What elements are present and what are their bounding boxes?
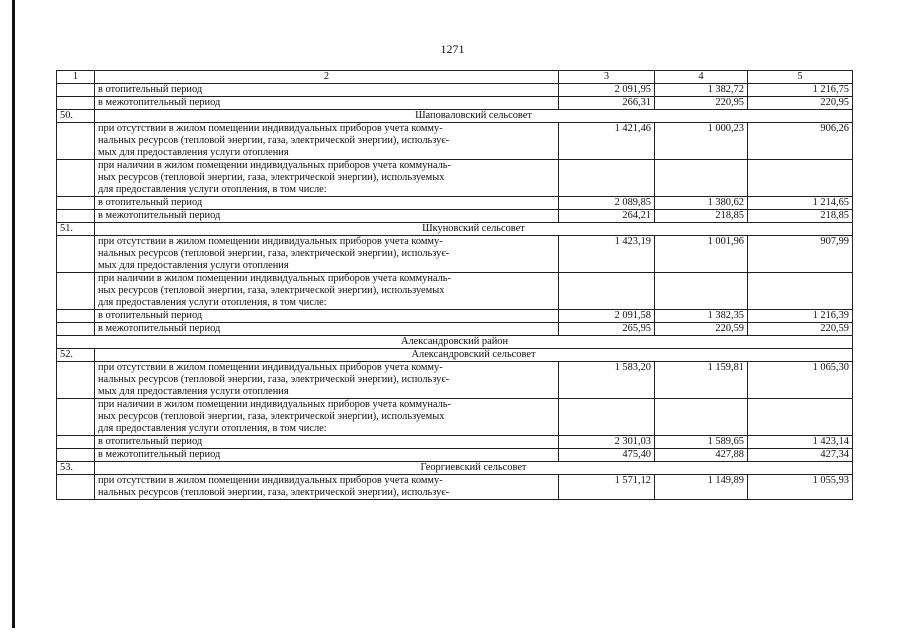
row-number [57, 123, 95, 160]
row-number [57, 310, 95, 323]
description-line: нальных ресурсов (тепловой энергии, газа, электрической энергии), использує- [98, 374, 450, 385]
row-number: 53. [57, 462, 95, 475]
value-cell-col5: 1 065,30 [748, 362, 853, 399]
row-number [57, 449, 95, 462]
value-cell-col3: 1 423,19 [559, 236, 655, 273]
value-cell-col3 [559, 273, 655, 310]
region-title: Александровский район [57, 336, 853, 349]
description-line: для предоставления услуги отопления, в том числе: [98, 184, 327, 195]
table-row [57, 210, 853, 223]
value-cell-col5: 1 055,93 [748, 475, 853, 500]
description-line: при наличии в жилом помещении индивидуальных приборов учета коммуналь- [98, 399, 451, 410]
description-line: нальных ресурсов (тепловой энергии, газа, электрической энергии), использує- [98, 248, 450, 259]
value-cell-col4: 1 589,65 [655, 436, 748, 449]
row-number [57, 362, 95, 399]
page-edge-bar [12, 0, 15, 628]
value-cell-col5: 1 423,14 [748, 436, 853, 449]
table-body [57, 71, 853, 500]
value-cell-col4: 220,95 [655, 97, 748, 110]
table-row [57, 436, 853, 449]
description-line: ных ресурсов (тепловой энергии, газа, электрической энергии), используемых [98, 285, 445, 296]
description-row [57, 399, 853, 436]
row-label: в межотопительный период [95, 97, 559, 110]
table-row [57, 323, 853, 336]
value-cell-col3: 1 583,20 [559, 362, 655, 399]
row-number [57, 323, 95, 336]
value-cell-col4: 1 001,96 [655, 236, 748, 273]
row-number [57, 399, 95, 436]
row-label: в межотопительный период [95, 210, 559, 223]
row-label: в межотопительный период [95, 449, 559, 462]
value-cell-col4: 1 000,23 [655, 123, 748, 160]
row-number [57, 273, 95, 310]
section-title: Шкуновский сельсовет [95, 223, 853, 236]
section-title: Александровский сельсовет [95, 349, 853, 362]
header-cell: 2 [95, 71, 559, 84]
row-number [57, 84, 95, 97]
description-line: при наличии в жилом помещении индивидуальных приборов учета коммуналь- [98, 273, 451, 284]
description-line: при отсутствии в жилом помещении индивидуальных приборов учета комму- [98, 362, 443, 373]
description-line: нальных ресурсов (тепловой энергии, газа, электрической энергии), использує- [98, 487, 450, 498]
section-row [57, 462, 853, 475]
row-description [95, 236, 559, 273]
value-cell-col3 [559, 160, 655, 197]
row-description [95, 160, 559, 197]
row-number: 52. [57, 349, 95, 362]
description-line: мых для предоставления услуги отопления [98, 386, 289, 397]
description-line: при наличии в жилом помещении индивидуальных приборов учета коммуналь- [98, 160, 451, 171]
description-line: при отсутствии в жилом помещении индивидуальных приборов учета комму- [98, 123, 443, 134]
value-cell-col5: 906,26 [748, 123, 853, 160]
value-cell-col5: 220,59 [748, 323, 853, 336]
description-line: ных ресурсов (тепловой энергии, газа, электрической энергии), используемых [98, 172, 445, 183]
description-line: мых для предоставления услуги отопления [98, 260, 289, 271]
description-line: для предоставления услуги отопления, в том числе: [98, 297, 327, 308]
value-cell-col5: 1 214,65 [748, 197, 853, 210]
value-cell-col5: 220,95 [748, 97, 853, 110]
table-row [57, 310, 853, 323]
value-cell-col3: 264,21 [559, 210, 655, 223]
header-cell: 3 [559, 71, 655, 84]
row-number [57, 210, 95, 223]
value-cell-col3: 2 091,95 [559, 84, 655, 97]
row-number: 51. [57, 223, 95, 236]
page-number: 1271 [440, 42, 465, 56]
value-cell-col3: 266,31 [559, 97, 655, 110]
section-row [57, 110, 853, 123]
header-cell: 1 [57, 71, 95, 84]
table-row [57, 449, 853, 462]
row-number: 50. [57, 110, 95, 123]
description-line: нальных ресурсов (тепловой энергии, газа, электрической энергии), использує- [98, 135, 450, 146]
description-row [57, 273, 853, 310]
row-description [95, 475, 559, 500]
value-cell-col5 [748, 160, 853, 197]
value-cell-col4 [655, 160, 748, 197]
value-cell-col5 [748, 273, 853, 310]
header-row [57, 71, 853, 84]
value-cell-col3 [559, 399, 655, 436]
value-cell-col5: 218,85 [748, 210, 853, 223]
row-label: в отопительный период [95, 84, 559, 97]
section-title: Георгиевский сельсовет [95, 462, 853, 475]
description-row [57, 362, 853, 399]
header-cell: 4 [655, 71, 748, 84]
value-cell-col4: 1 149,89 [655, 475, 748, 500]
value-cell-col3: 2 089,85 [559, 197, 655, 210]
description-row [57, 160, 853, 197]
value-cell-col5 [748, 399, 853, 436]
value-cell-col3: 2 301,03 [559, 436, 655, 449]
row-description [95, 362, 559, 399]
value-cell-col4 [655, 273, 748, 310]
table-row [57, 97, 853, 110]
value-cell-col5: 1 216,75 [748, 84, 853, 97]
row-label: в межотопительный период [95, 323, 559, 336]
value-cell-col3: 1 571,12 [559, 475, 655, 500]
row-number [57, 436, 95, 449]
value-cell-col4: 220,59 [655, 323, 748, 336]
description-line: при отсутствии в жилом помещении индивидуальных приборов учета комму- [98, 475, 443, 486]
value-cell-col5: 1 216,39 [748, 310, 853, 323]
row-description [95, 273, 559, 310]
row-label: в отопительный период [95, 436, 559, 449]
description-line: для предоставления услуги отопления, в том числе: [98, 423, 327, 434]
value-cell-col4: 1 380,62 [655, 197, 748, 210]
value-cell-col3: 2 091,58 [559, 310, 655, 323]
row-label: в отопительный период [95, 310, 559, 323]
table-row [57, 197, 853, 210]
value-cell-col5: 907,99 [748, 236, 853, 273]
value-cell-col4: 1 159,81 [655, 362, 748, 399]
value-cell-col4: 1 382,72 [655, 84, 748, 97]
row-description [95, 123, 559, 160]
description-line: при отсутствии в жилом помещении индивидуальных приборов учета комму- [98, 236, 443, 247]
section-row [57, 223, 853, 236]
description-row [57, 123, 853, 160]
value-cell-col5: 427,34 [748, 449, 853, 462]
row-number [57, 236, 95, 273]
value-cell-col4: 218,85 [655, 210, 748, 223]
row-number [57, 160, 95, 197]
row-number [57, 197, 95, 210]
description-row [57, 236, 853, 273]
value-cell-col4 [655, 399, 748, 436]
description-row [57, 475, 853, 500]
header-cell: 5 [748, 71, 853, 84]
section-title: Шаповаловский сельсовет [95, 110, 853, 123]
value-cell-col3: 265,95 [559, 323, 655, 336]
value-cell-col3: 475,40 [559, 449, 655, 462]
value-cell-col4: 427,88 [655, 449, 748, 462]
row-label: в отопительный период [95, 197, 559, 210]
row-number [57, 475, 95, 500]
tariff-table [56, 70, 853, 500]
section-row [57, 349, 853, 362]
region-row [57, 336, 853, 349]
description-line: ных ресурсов (тепловой энергии, газа, электрической энергии), используемых [98, 411, 445, 422]
row-number [57, 97, 95, 110]
description-line: мых для предоставления услуги отопления [98, 147, 289, 158]
value-cell-col3: 1 421,46 [559, 123, 655, 160]
table-row [57, 84, 853, 97]
row-description [95, 399, 559, 436]
value-cell-col4: 1 382,35 [655, 310, 748, 323]
